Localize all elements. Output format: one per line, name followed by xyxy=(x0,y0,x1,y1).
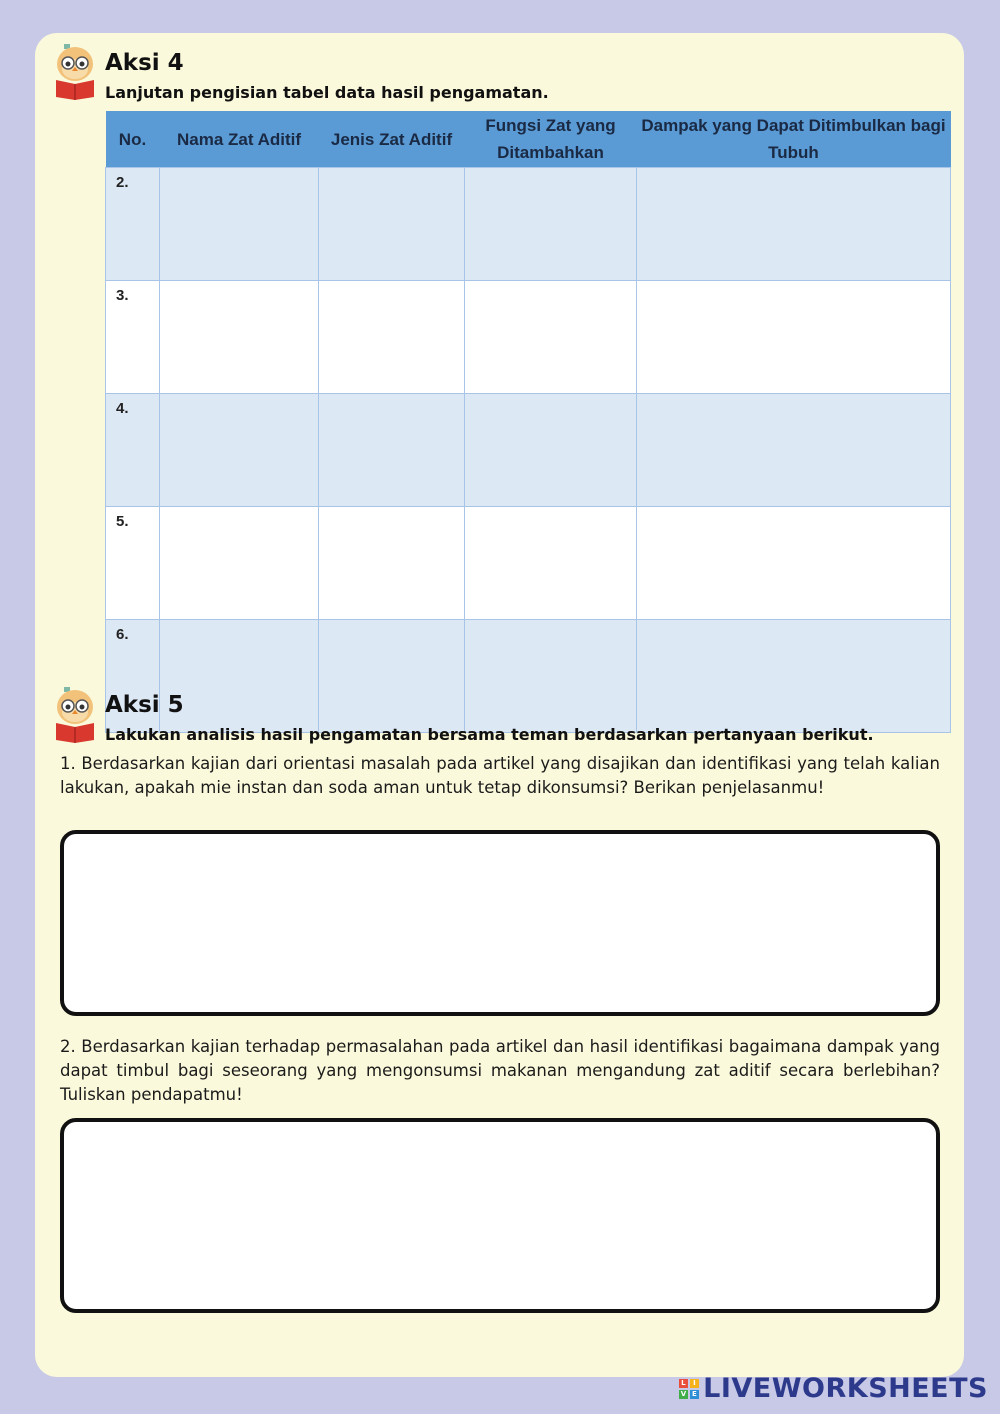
nama-zat-cell[interactable] xyxy=(160,507,319,620)
aksi5-title: Aksi 5 xyxy=(105,692,184,718)
answer-box-1[interactable] xyxy=(60,830,940,1016)
fungsi-zat-cell[interactable] xyxy=(465,507,637,620)
header-no: No. xyxy=(106,111,160,168)
jenis-zat-cell[interactable] xyxy=(319,281,465,394)
header-jenis-zat: Jenis Zat Aditif xyxy=(319,111,465,168)
row-number: 2. xyxy=(106,168,160,281)
fungsi-zat-cell[interactable] xyxy=(465,620,637,733)
jenis-zat-cell[interactable] xyxy=(319,507,465,620)
liveworksheets-logo-icon: L I V E xyxy=(680,1378,698,1398)
aksi5-subtitle: Lakukan analisis hasil pengamatan bersama teman berdasarkan pertanyaan berikut. xyxy=(105,725,874,744)
aksi4-title: Aksi 4 xyxy=(105,50,184,76)
brand-name: LIVEWORKSHEETS xyxy=(703,1373,988,1404)
table-row xyxy=(106,281,951,394)
jenis-zat-cell[interactable] xyxy=(319,168,465,281)
table-row xyxy=(106,168,951,281)
row-number: 4. xyxy=(106,394,160,507)
fungsi-zat-cell[interactable] xyxy=(465,281,637,394)
dampak-cell[interactable] xyxy=(637,620,951,733)
liveworksheets-brand xyxy=(679,1373,988,1404)
table-row xyxy=(106,394,951,507)
observation-table xyxy=(105,111,951,733)
row-number: 6. xyxy=(106,620,160,733)
table-header-row xyxy=(106,111,951,168)
aksi4-subtitle: Lanjutan pengisian tabel data hasil pengamatan. xyxy=(105,83,549,102)
owl-reading-book-icon xyxy=(50,685,100,743)
owl-reading-book-icon xyxy=(50,42,100,100)
dampak-cell[interactable] xyxy=(637,507,951,620)
nama-zat-cell[interactable] xyxy=(160,168,319,281)
dampak-cell[interactable] xyxy=(637,281,951,394)
table-row xyxy=(106,507,951,620)
jenis-zat-cell[interactable] xyxy=(319,620,465,733)
nama-zat-cell[interactable] xyxy=(160,281,319,394)
answer-box-2[interactable] xyxy=(60,1118,940,1313)
row-number: 5. xyxy=(106,507,160,620)
header-nama-zat: Nama Zat Aditif xyxy=(160,111,319,168)
question-1: 1. Berdasarkan kajian dari orientasi masalah pada artikel yang disajikan dan identifikasi yang telah kalian lakukan, apakah mie instan dan soda aman untuk tetap dikonsumsi? Berikan penjelasanmu! xyxy=(60,754,940,797)
row-number: 3. xyxy=(106,281,160,394)
fungsi-zat-cell[interactable] xyxy=(465,394,637,507)
question-2: 2. Berdasarkan kajian terhadap permasalahan pada artikel dan hasil identifikasi bagaimana dampak yang dapat timbul bagi seseorang yang mengonsumsi makanan mengandung zat aditif secara berlebihan? Tuliskan pendapatmu! xyxy=(60,1037,940,1104)
header-fungsi-zat: Fungsi Zat yang Ditambahkan xyxy=(465,111,637,168)
fungsi-zat-cell[interactable] xyxy=(465,168,637,281)
nama-zat-cell[interactable] xyxy=(160,394,319,507)
jenis-zat-cell[interactable] xyxy=(319,394,465,507)
dampak-cell[interactable] xyxy=(637,394,951,507)
table-row xyxy=(106,620,951,733)
dampak-cell[interactable] xyxy=(637,168,951,281)
header-dampak: Dampak yang Dapat Ditimbulkan bagi Tubuh xyxy=(637,111,951,168)
